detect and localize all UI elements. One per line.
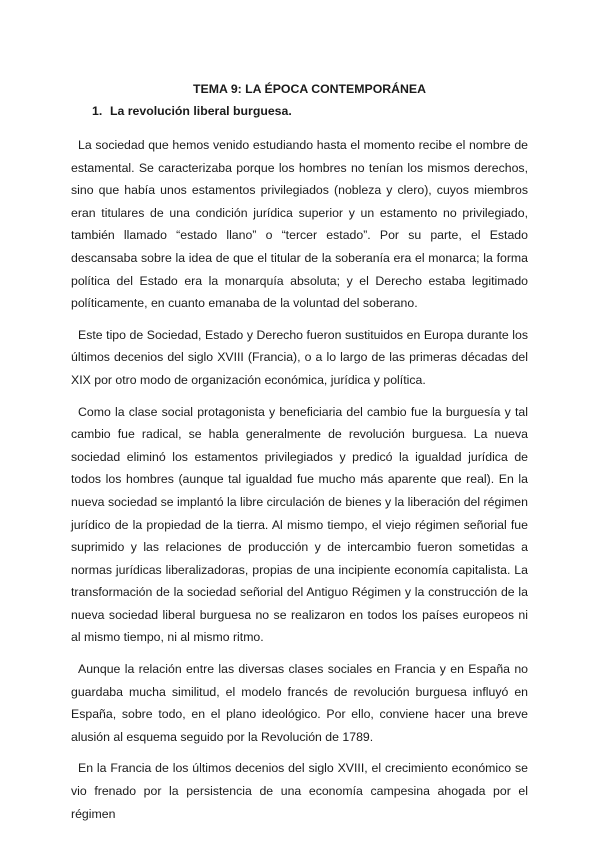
paragraph-3: Como la clase social protagonista y beneficiaria del cambio fue la burguesía y tal cambio fue radical, se habla generalmente de revolución burguesa. La nueva sociedad eliminó los estamentos privilegiados y predicó la igualdad jurídica de todos los hombres (aunque tal igualdad fue mucho más aparente que real). En la nueva sociedad se implantó la libre circulación de bienes y la liberación del régimen jurídico de la propiedad de la tierra. Al mismo tiempo, el viejo régimen señorial fue suprimido y las relaciones de producción y de intercambio fueron sometidas a normas jurídicas liberalizadoras, propias de una incipiente economía capitalista. La transformación de la sociedad señorial del Antiguo Régimen y la construcción de la nueva sociedad liberal burguesa no se realizaron en todos los países europeos ni al mismo tiempo, ni al mismo ritmo. bbox=[71, 404, 528, 645]
paragraph-4: Aunque la relación entre las diversas clases sociales en Francia y en España no guardaba mucha similitud, el modelo francés de revolución burguesa influyó en España, sobre todo, en el plano ideológico. Por ello, conviene hacer una breve alusión al esquema seguido por la Revolución de 1789. bbox=[71, 662, 528, 744]
paragraph-5: En la Francia de los últimos decenios del siglo XVIII, el crecimiento económico se vio frenado por la persistencia de una economía campesina ahogada por el régimen bbox=[71, 761, 528, 821]
section-heading-text: La revolución liberal burguesa. bbox=[110, 104, 292, 118]
document-title: TEMA 9: LA ÉPOCA CONTEMPORÁNEA bbox=[193, 82, 426, 96]
section-number: 1. bbox=[92, 104, 103, 118]
section-heading bbox=[92, 100, 528, 122]
document-page bbox=[71, 78, 528, 834]
paragraph-2: Este tipo de Sociedad, Estado y Derecho fueron sustituidos en Europa durante los últimos decenios del siglo XVIII (Francia), o a lo largo de las primeras décadas del XIX por otro modo de organización económica, jurídica y política. bbox=[71, 327, 528, 387]
paragraph-1: La sociedad que hemos venido estudiando hasta el momento recibe el nombre de estamental. Se caracterizaba porque los hombres no tenían los mismos derechos, sino que había unos estamentos privilegiados (nobleza y clero), cuyos miembros eran titulares de una condición jurídica superior y un estamento no privilegiado, también llamado “estado llano” o “tercer estado”. Por su parte, el Estado descansaba sobre la idea de que el titular de la soberanía era el monarca; la forma política del Estado era la monarquía absoluta; y el Derecho estaba legitimado políticamente, en cuanto emanaba de la voluntad del soberano. bbox=[71, 138, 528, 311]
